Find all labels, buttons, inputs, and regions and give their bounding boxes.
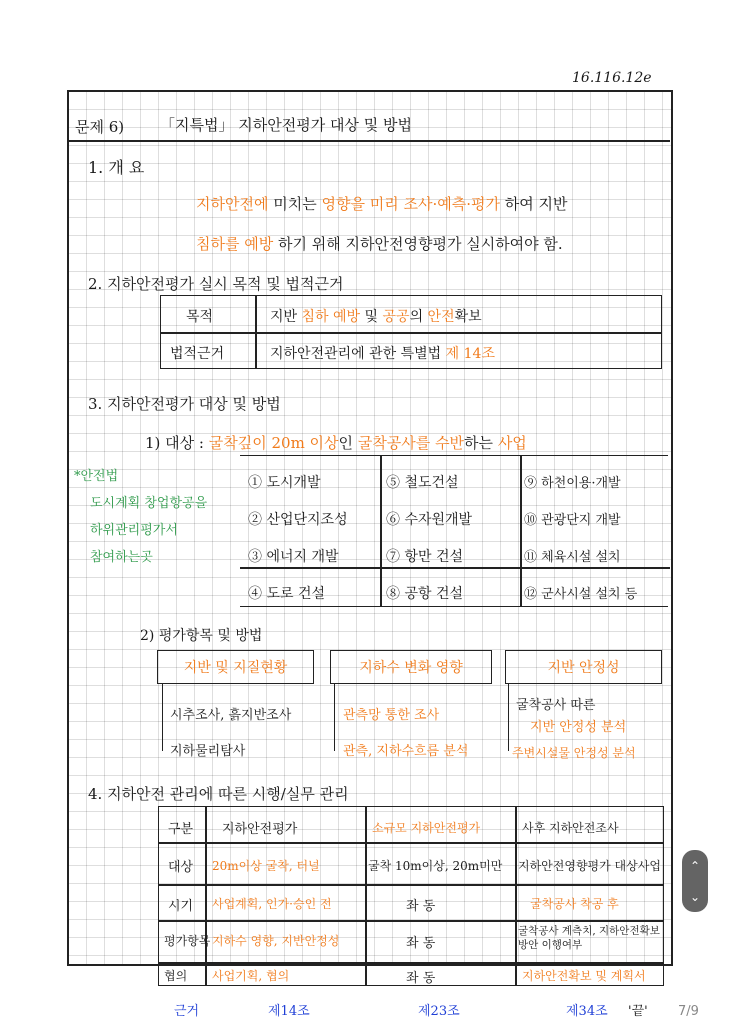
method-box-2-text: 지하수 변화 영향	[359, 660, 463, 676]
basis-1: 제14조	[268, 1004, 310, 1019]
basis-2: 제23조	[418, 1004, 460, 1019]
s3-target-label: 1) 대상 :	[145, 434, 204, 452]
grid-item-4	[248, 583, 325, 603]
chevron-down-icon[interactable]: ⌄	[689, 889, 701, 904]
grid-item-3	[248, 546, 339, 566]
s3-target-c: 굴착공사를	[357, 434, 431, 452]
s4-r2-c0: 시기	[168, 899, 194, 914]
grid-item-2	[248, 509, 348, 529]
s4-r2-c2: 좌 동	[406, 899, 436, 914]
s1-line1-e: 하여 지반	[504, 195, 568, 213]
grid-item-5-text: ⑤ 철도건설	[386, 475, 459, 491]
method-box-3	[505, 650, 662, 684]
grid-item-11	[524, 546, 621, 565]
s4-r4-c2: 좌 동	[406, 971, 436, 986]
method-box-2	[330, 650, 492, 684]
s1-line1-d: 미리 조사·예측·평가	[369, 195, 500, 213]
s3-target-b: 인	[338, 434, 354, 452]
s1-line2-a: 침하를	[196, 235, 240, 253]
s4-r4-c3: 지하안전확보 및 계획서	[522, 969, 646, 983]
grid-item-11-text: ⑪ 체육시설 설치	[524, 550, 621, 565]
s2-row2-a: 지하안전관리에 관한 특별법	[270, 346, 442, 362]
s3-target-a: 굴착깊이 20m 이상	[208, 434, 339, 452]
method-box-1	[157, 650, 314, 684]
grid-item-5	[386, 472, 459, 492]
end-mark: '끝'	[628, 1004, 648, 1019]
s3-target	[145, 432, 527, 453]
method-col3-item-3: 주변시설물 안정성 분석	[512, 746, 636, 760]
problem-number: 문제 6)	[75, 118, 125, 136]
s4-r3-c3: 굴착공사 계측치, 지하안전확보 방안 이행여부	[518, 925, 660, 951]
s1-line1-c: 영향을	[321, 195, 365, 213]
method-col2-bracket	[334, 683, 335, 751]
scroll-control[interactable]	[682, 850, 708, 912]
header-date: 16.116.12e	[572, 70, 652, 86]
s4-header-1: 지하안전평가	[222, 822, 298, 837]
s4-r2-c3: 굴착공사 착공 후	[530, 897, 619, 911]
grid-item-10	[524, 509, 621, 528]
method-box-3-text: 지반 안정성	[547, 660, 620, 676]
s4-r3-c2: 좌 동	[406, 936, 436, 951]
s3-target-e: 하는	[464, 434, 494, 452]
s2-row1-e: 의	[409, 309, 424, 325]
s4-header-2: 소규모 지하안전평가	[372, 821, 481, 835]
grid-item-3-text: ③ 에너지 개발	[248, 549, 339, 565]
s2-row1-value	[270, 306, 482, 326]
s4-r1-c1: 20m이상 굴착, 터널	[212, 859, 320, 873]
grid-col-divider-1	[380, 455, 382, 607]
s4-r1-c2: 굴착 10m이상, 20m미만	[368, 859, 503, 873]
s4-r1-c0: 대상	[168, 860, 194, 875]
method-col3-item-2: 지반 안정성 분석	[530, 720, 627, 735]
s3-target-f: 사업	[497, 434, 527, 452]
s2-row-divider	[160, 332, 662, 334]
s4-r2-c1: 사업계획, 인가·승인 전	[212, 897, 332, 911]
s4-r4-c0: 협의	[164, 969, 188, 983]
s2-row1-c: 및	[364, 309, 379, 325]
side-note-3: 참여하는곳	[90, 550, 153, 565]
s1-line1-b: 미치는	[273, 195, 317, 213]
method-col1-bracket	[162, 683, 163, 751]
side-note-1: 도시계획 창업항공을	[90, 496, 208, 511]
grid-item-8-text: ⑧ 공항 건설	[386, 586, 463, 602]
s2-row2-b: 제 14조	[445, 346, 495, 362]
problem-title: 「지특법」 지하안전평가 대상 및 방법	[160, 116, 412, 134]
method-col3-bracket	[508, 683, 509, 751]
s2-row1-g: 확보	[454, 309, 482, 325]
grid-col-divider-2	[520, 455, 522, 607]
s2-row1-a: 지반	[270, 309, 298, 325]
s2-row1-label: 목적	[186, 309, 214, 325]
s1-line1	[196, 193, 568, 214]
grid-item-8	[386, 583, 463, 603]
s2-row1-b: 침하 예방	[301, 309, 361, 325]
side-note-2: 하위관리평가서	[90, 523, 178, 538]
chevron-up-icon[interactable]: ⌃	[689, 858, 701, 873]
s4-header-3: 사후 지하안전조사	[522, 821, 619, 835]
s2-col-divider	[255, 295, 257, 369]
s4-r4-c1: 사업기획, 협의	[212, 969, 290, 983]
grid-item-7-text: ⑦ 항만 건설	[386, 549, 463, 565]
method-box-1-text: 지반 및 지질현황	[183, 660, 288, 676]
grid-item-12	[524, 583, 637, 602]
basis-3: 제34조	[566, 1004, 608, 1019]
section-1-heading: 1. 개 요	[88, 158, 145, 177]
s1-line2-c: 하기 위해 지하안전영향평가 실시하여야 함.	[278, 235, 563, 253]
s4-header-0: 구분	[168, 822, 194, 837]
s1-line2	[196, 233, 563, 254]
grid-item-9	[524, 472, 621, 491]
grid-item-10-text: ⑩ 관광단지 개발	[524, 513, 621, 528]
s2-row2-value	[270, 343, 495, 363]
grid-item-2-text: ② 산업단지조성	[248, 512, 348, 528]
grid-item-1	[248, 472, 321, 492]
basis-label: 근거	[174, 1004, 200, 1019]
method-col2-item-2: 관측, 지하수흐름 분석	[343, 744, 469, 759]
method-col2-item-1: 관측망 통한 조사	[343, 708, 440, 723]
grid-item-4-text: ④ 도로 건설	[248, 586, 325, 602]
grid-row-divider	[240, 567, 670, 569]
s4-r3-c0: 평가항목	[164, 934, 211, 948]
section-4-heading: 4. 지하안전 관리에 따른 시행/실무 관리	[88, 785, 349, 803]
method-label: 2) 평가항목 및 방법	[140, 628, 263, 644]
grid-item-7	[386, 546, 463, 566]
section-3-heading: 3. 지하안전평가 대상 및 방법	[88, 395, 281, 413]
grid-item-1-text: ① 도시개발	[248, 475, 321, 491]
title-divider	[68, 140, 670, 142]
s4-row-1	[158, 842, 664, 844]
method-col3-item-1: 굴착공사 따른	[516, 698, 596, 713]
s1-line1-a: 지하안전에	[196, 195, 269, 213]
grid-item-9-text: ⑨ 하천이용·개발	[524, 476, 621, 491]
s4-r1-c3: 지하안전영향평가 대상사업	[518, 859, 661, 873]
s4-r3-c1: 지하수 영향, 지반안정성	[212, 934, 340, 948]
grid-item-6-text: ⑥ 수자원개발	[386, 512, 473, 528]
s1-line2-b: 예방	[244, 235, 274, 253]
s3-target-d: 수반	[435, 434, 465, 452]
s4-col-3	[515, 806, 517, 986]
grid-item-6	[386, 509, 472, 529]
s4-col-1	[205, 806, 207, 986]
s4-col-2	[365, 806, 367, 986]
s4-row-4	[158, 962, 664, 964]
s2-row1-d: 공공	[382, 309, 410, 325]
side-note-0: *안전법	[74, 469, 119, 484]
s4-row-2	[158, 884, 664, 886]
method-col1-item-2: 지하물리탐사	[170, 744, 246, 759]
grid-item-12-text: ⑫ 군사시설 설치 등	[524, 587, 638, 602]
method-col1-item-1: 시추조사, 흙지반조사	[170, 708, 292, 723]
s2-row1-f: 안전	[427, 309, 455, 325]
s4-row-3	[158, 920, 664, 922]
page-indicator: 7/9	[678, 1004, 699, 1019]
s2-row2-label: 법적근거	[170, 346, 225, 362]
section-2-heading: 2. 지하안전평가 실시 목적 및 법적근거	[88, 275, 344, 293]
